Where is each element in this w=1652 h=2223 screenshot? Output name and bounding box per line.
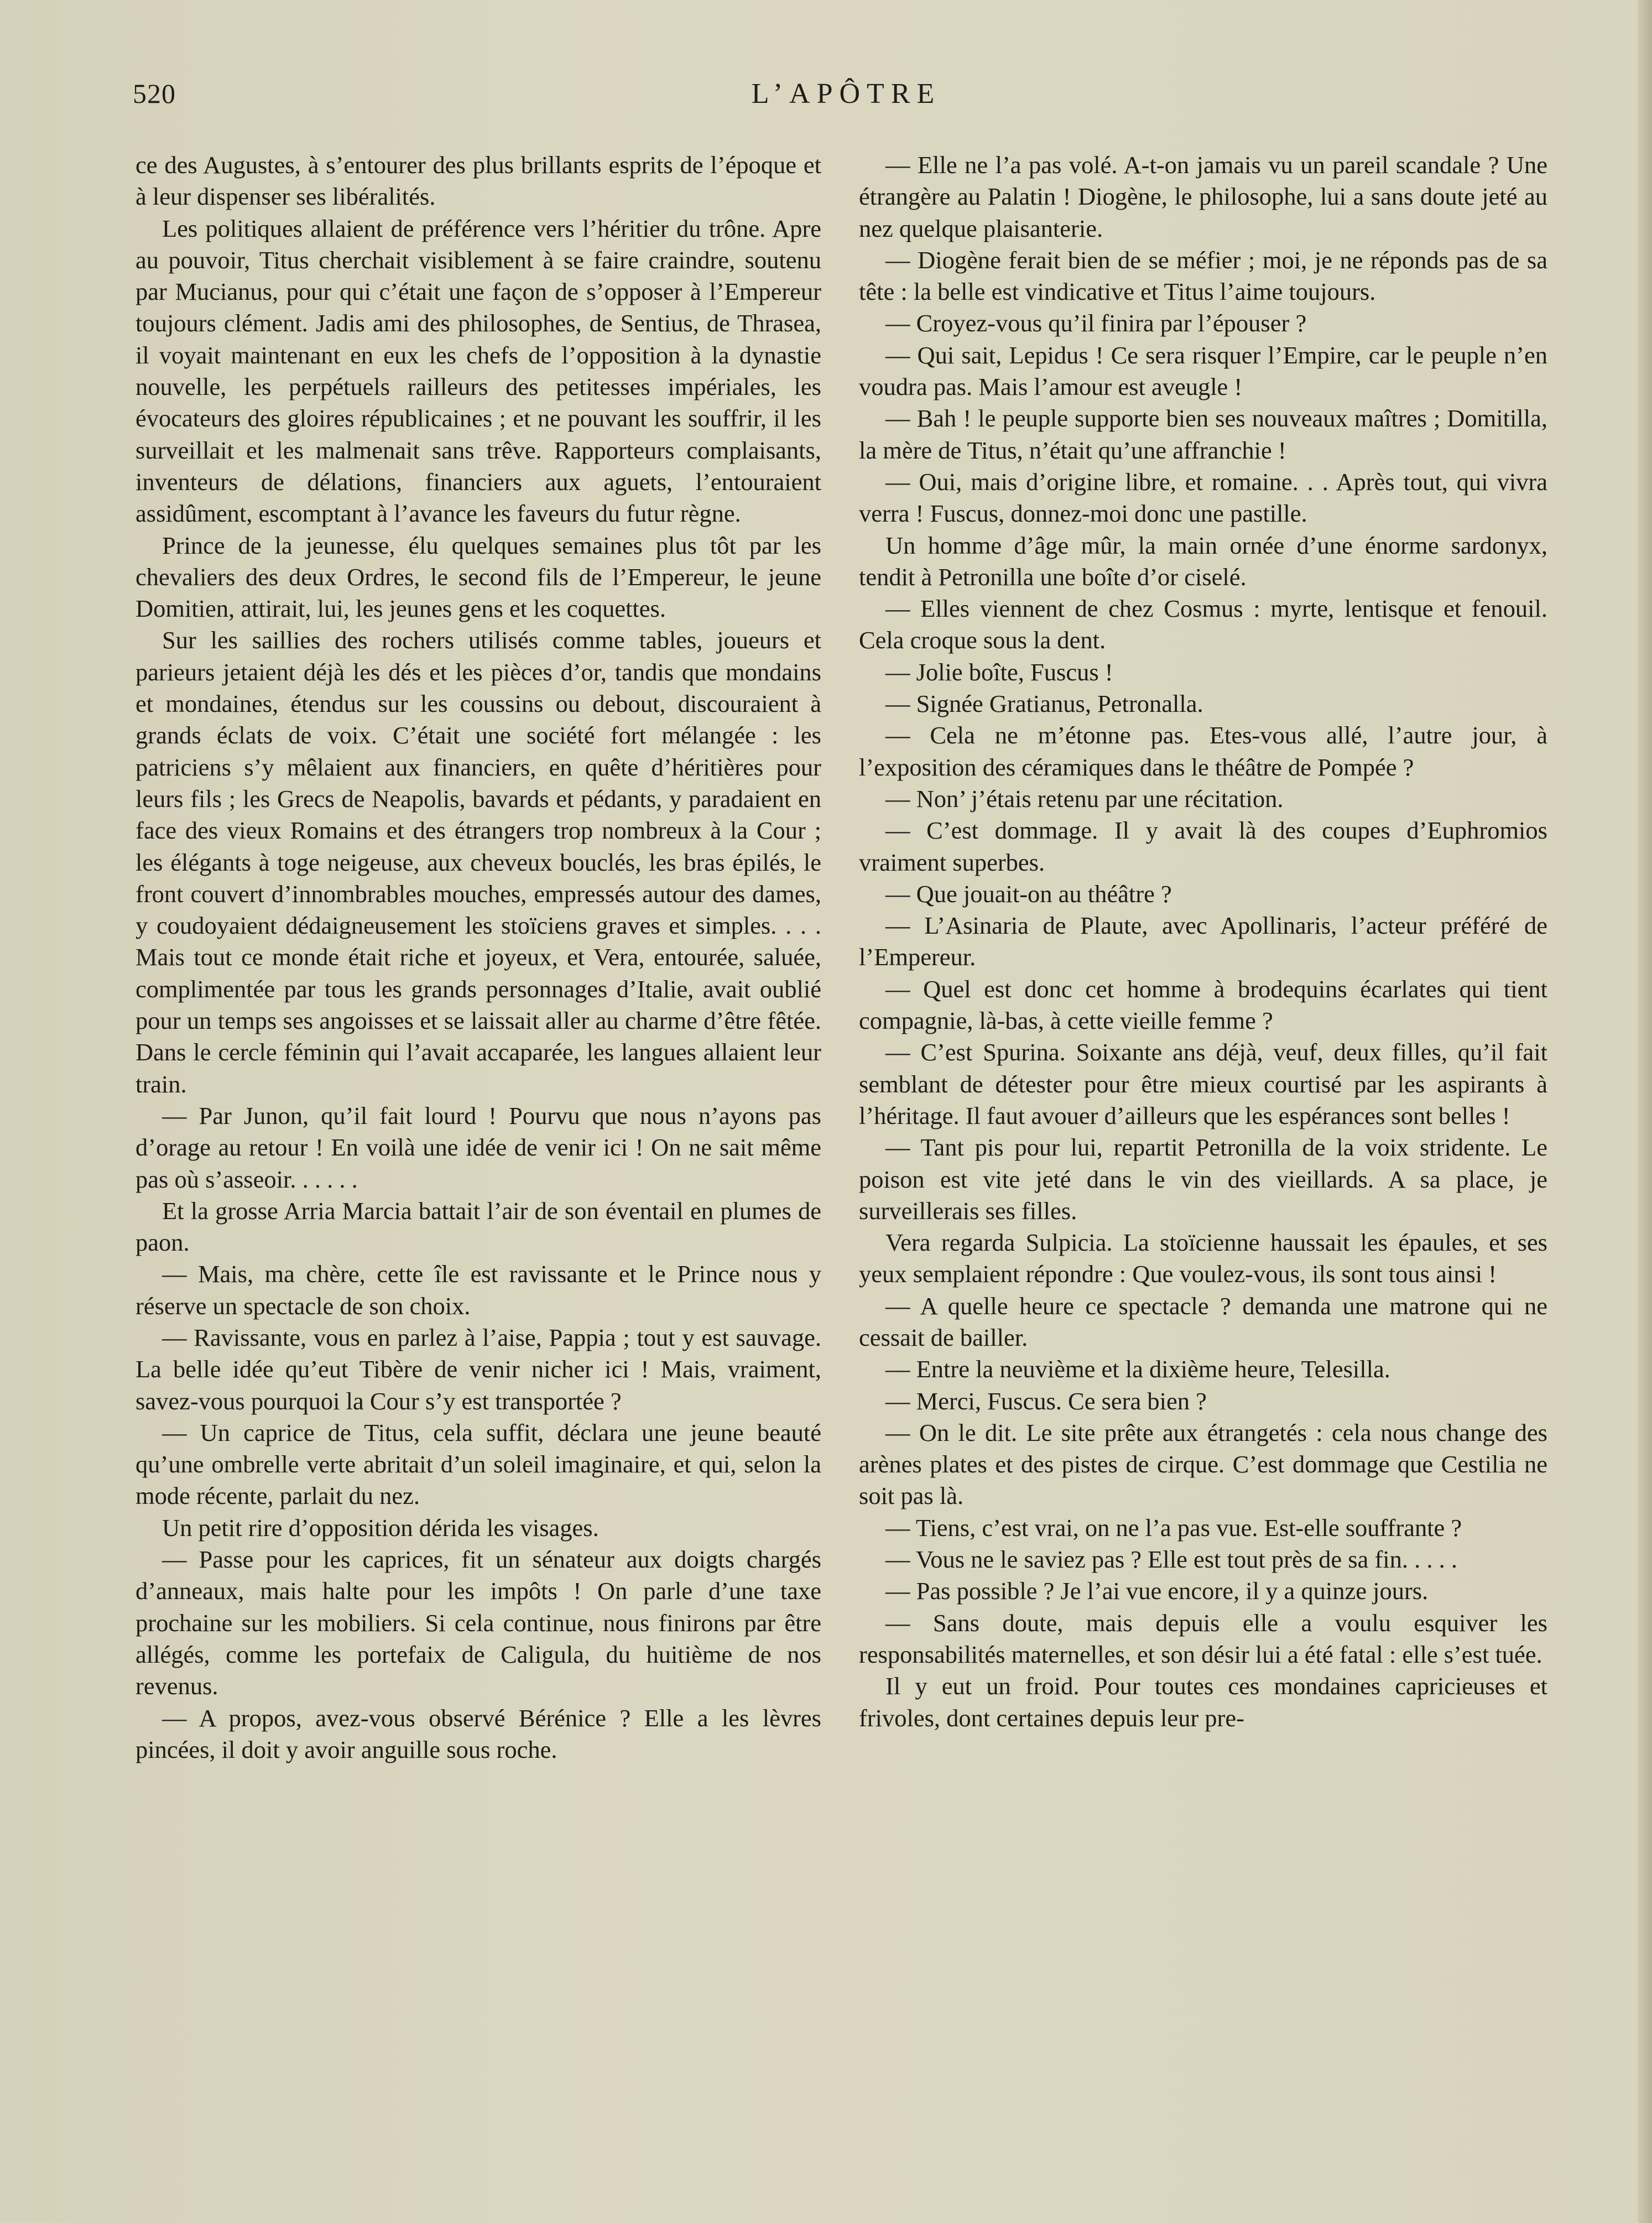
paragraph: — Croyez-vous qu’il finira par l’épouser ? bbox=[885, 309, 1307, 337]
page-number: 520 bbox=[133, 78, 176, 109]
paragraph: Et la grosse Arria Marcia battait l’air de son éventail en plumes de paon. bbox=[136, 1196, 821, 1257]
paragraph: — C’est dommage. Il y avait là des coupes d’Euphromios vraiment superbes. bbox=[859, 816, 1547, 876]
paragraph: — Un caprice de Titus, cela suffit, déclara une jeune beauté qu’une ombrelle verte abritait d’un soleil imaginaire, et qui, selon la mode récente, parlait du nez. bbox=[136, 1418, 821, 1510]
paragraph: — Pas possible ? Je l’ai vue encore, il y a quinze jours. bbox=[885, 1577, 1429, 1605]
paragraph: — Mais, ma chère, cette île est ravissante et le Prince nous y réserve un spectacle de son choix. bbox=[136, 1260, 821, 1320]
paragraph: — Diogène ferait bien de se méfier ; moi, je ne réponds pas de sa tête : la belle est vindicative et Titus l’aime toujours. bbox=[859, 246, 1547, 306]
paragraph: — A propos, avez-vous observé Bérénice ? Elle a les lèvres pincées, il doit y avoir anguille sous roche. bbox=[136, 1704, 821, 1763]
right-column bbox=[859, 149, 1547, 1734]
paragraph: ce des Augustes, à s’entourer des plus brillants esprits de l’époque et à leur dispenser ses libéralités. bbox=[136, 151, 821, 211]
left-column bbox=[136, 149, 821, 1766]
paragraph: — Entre la neuvième et la dixième heure, Telesilla. bbox=[885, 1355, 1390, 1383]
paragraph: — Qui sait, Lepidus ! Ce sera risquer l’Empire, car le peuple n’en voudra pas. Mais l’amour est aveugle ! bbox=[859, 341, 1547, 401]
paragraph: Prince de la jeunesse, élu quelques semaines plus tôt par les chevaliers des deux Ordres, le second fils de l’Empereur, le jeune Domitien, attirait, lui, les jeunes gens et les coquettes. bbox=[136, 531, 821, 623]
paragraph: — Tiens, c’est vrai, on ne l’a pas vue. Est-elle souffrante ? bbox=[885, 1513, 1462, 1542]
paragraph: Les politiques allaient de préférence vers l’héritier du trône. Apre au pouvoir, Titus cherchait visiblement à se faire craindre, soutenu par Mucianus, pour qui c’était une façon de s’opposer à l’Empereur toujours clément. Jadis ami des philosophes, de Sentius, de Thrasea, il voyait maintenant en eux les chefs de l’opposition à la dynastie nouvelle, les perpétuels railleurs des petitesses impériales, les évocateurs des gloires républicaines ; et ne pouvant les souffrir, il les surveillait et les malmenait sans trêve. Rapporteurs complaisants, inventeurs de délations, financiers aux aguets, l’entouraient assidûment, escomptant à l’avance les faveurs du futur règne. bbox=[136, 214, 821, 528]
paragraph: — Bah ! le peuple supporte bien ses nouveaux maîtres ; Domitilla, la mère de Titus, n’était qu’une affranchie ! bbox=[859, 404, 1547, 464]
paragraph: Il y eut un froid. Pour toutes ces mondaines capricieuses et frivoles, dont certaines depuis leur pre- bbox=[859, 1672, 1547, 1732]
paragraph: — Elle ne l’a pas volé. A-t-on jamais vu un pareil scandale ? Une étrangère au Palatin ! Diogène, le philosophe, lui a sans doute jeté au nez quelque plaisanterie. bbox=[859, 151, 1547, 242]
paragraph: — Quel est donc cet homme à brodequins écarlates qui tient compagnie, là-bas, à cette vieille femme ? bbox=[859, 975, 1547, 1035]
paragraph: — Ravissante, vous en parlez à l’aise, Pappia ; tout y est sauvage. La belle idée qu’eut Tibère de venir nicher ici ! Mais, vraiment, savez-vous pourquoi la Cour s’y est transportée ? bbox=[136, 1323, 821, 1415]
paragraph: — Par Junon, qu’il fait lourd ! Pourvu que nous n’ayons pas d’orage au retour ! En voilà une idée de venir ici ! On ne sait même pas où s’asseoir. . . . . . bbox=[136, 1101, 821, 1193]
paragraph: — Elles viennent de chez Cosmus : myrte, lentisque et fenouil. Cela croque sous la dent. bbox=[859, 595, 1547, 654]
paragraph: — C’est Spurina. Soixante ans déjà, veuf, deux filles, qu’il fait semblant de détester pour être mieux courtisé par les aspirants à l’héritage. Il faut avouer d’ailleurs que les espérances sont belles ! bbox=[859, 1038, 1547, 1129]
paragraph: — Sans doute, mais depuis elle a voulu esquiver les responsabilités maternelles, et son désir lui a été fatal : elle s’est tuée. bbox=[859, 1608, 1547, 1668]
paragraph: Un homme d’âge mûr, la main ornée d’une énorme sardonyx, tendit à Petronilla une boîte d’or ciselé. bbox=[859, 531, 1547, 591]
paragraph: — Vous ne le saviez pas ? Elle est tout près de sa fin. . . . . bbox=[885, 1545, 1457, 1574]
paragraph: — Signée Gratianus, Petronalla. bbox=[885, 690, 1203, 718]
paragraph: Un petit rire d’opposition dérida les visages. bbox=[162, 1513, 599, 1542]
paragraph: — Jolie boîte, Fuscus ! bbox=[885, 658, 1113, 686]
paragraph: — Passe pour les caprices, fit un sénateur aux doigts chargés d’anneaux, mais halte pour les impôts ! On parle d’une taxe prochaine sur les mobiliers. Si cela continue, nous finirons par être allégés, comme les portefaix de Caligula, du huitième de nos revenus. bbox=[136, 1545, 821, 1700]
running-title: L’APÔTRE bbox=[751, 78, 941, 110]
paragraph: — Oui, mais d’origine libre, et romaine. . . Après tout, qui vivra verra ! Fuscus, donnez-moi donc une pastille. bbox=[859, 467, 1547, 528]
paragraph: — L’Asinaria de Plaute, avec Apollinaris, l’acteur préféré de l’Empereur. bbox=[859, 912, 1547, 971]
paragraph: Sur les saillies des rochers utilisés comme tables, joueurs et parieurs jetaient déjà les dés et les pièces d’or, tandis que mondains et mondaines, étendus sur les coussins ou debout, discouraient à grands éclats de voix. C’était une société fort mélangée : les patriciens s’y mêlaient aux financiers, en quête d’héritières pour leurs fils ; les Grecs de Neapolis, bavards et pédants, y paradaient en face des vieux Romains et des étrangers trop nombreux à la Cour ; les élégants à toge neigeuse, aux cheveux bouclés, les bras épilés, le front couvert d’innombrables mouches, empressés autour des dames, y coudoyaient dédaigneusement les stoïciens graves et simples. . . . Mais tout ce monde était riche et joyeux, et Vera, entourée, saluée, complimentée par tous les grands personnages d’Italie, avait oublié pour un temps ses angoisses et se laissait aller au charme d’être fêtée. Dans le cercle féminin qui l’avait accaparée, les langues allaient leur train. bbox=[136, 626, 821, 1098]
paragraph: — Tant pis pour lui, repartit Petronilla de la voix stridente. Le poison est vite jeté dans le vin des vieillards. A sa place, je surveillerais ses filles. bbox=[859, 1133, 1547, 1225]
paragraph: — A quelle heure ce spectacle ? demanda une matrone qui ne cessait de bailler. bbox=[859, 1292, 1547, 1351]
paragraph: — Cela ne m’étonne pas. Etes-vous allé, l’autre jour, à l’exposition des céramiques dans le théâtre de Pompée ? bbox=[859, 721, 1547, 781]
page-edge bbox=[1638, 0, 1652, 2223]
paragraph: — Que jouait-on au théâtre ? bbox=[885, 879, 1172, 908]
paragraph: Vera regarda Sulpicia. La stoïcienne haussait les épaules, et ses yeux semplaient répondre : Que voulez-vous, ils sont tous ainsi ! bbox=[859, 1228, 1547, 1288]
paragraph: — On le dit. Le site prête aux étrangetés : cela nous change des arènes plates et des pistes de cirque. C’est dommage que Cestilia ne soit pas là. bbox=[859, 1418, 1547, 1510]
paragraph: — Non’ j’étais retenu par une récitation. bbox=[885, 784, 1284, 813]
paragraph: — Merci, Fuscus. Ce sera bien ? bbox=[885, 1387, 1207, 1415]
